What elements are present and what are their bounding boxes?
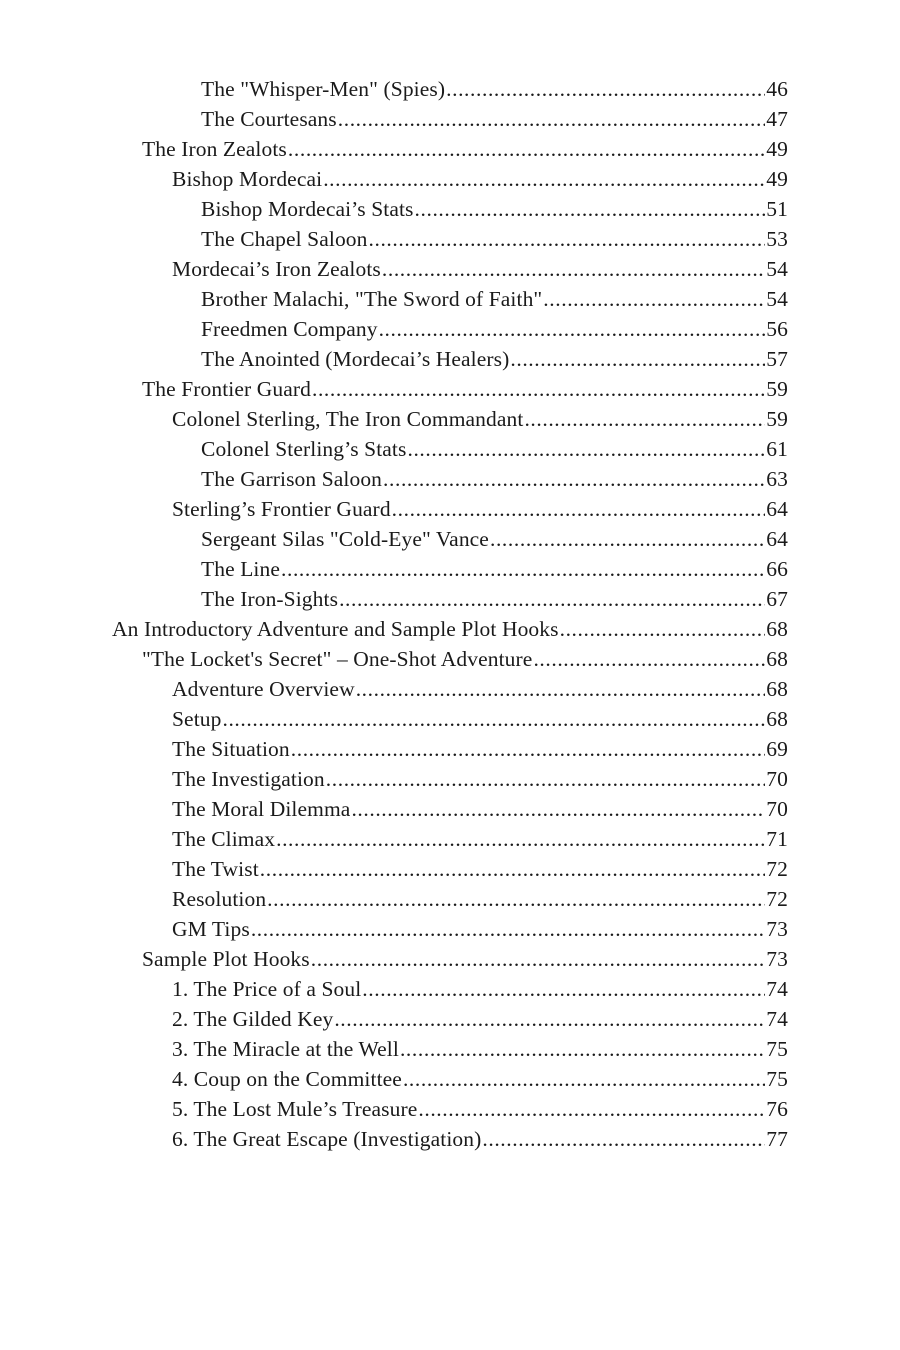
- dot-leader: [339, 584, 765, 614]
- toc-entry[interactable]: [0, 164, 788, 194]
- toc-entry-label: Setup: [172, 707, 222, 731]
- toc-entry-page-number: 47: [766, 107, 788, 131]
- toc-entry[interactable]: [0, 824, 788, 854]
- dot-leader: [291, 734, 766, 764]
- toc-entry-label: The Garrison Saloon: [201, 467, 383, 491]
- toc-entry-label: Colonel Sterling, The Iron Commandant: [172, 407, 524, 431]
- toc-entry-page-number: 72: [766, 887, 788, 911]
- toc-entry[interactable]: [0, 884, 788, 914]
- toc-entry-label: Brother Malachi, "The Sword of Faith": [201, 287, 543, 311]
- toc-entry[interactable]: [0, 224, 788, 254]
- toc-entry-label: Colonel Sterling’s Stats: [201, 437, 407, 461]
- toc-entry[interactable]: [0, 314, 788, 344]
- dot-leader: [446, 74, 765, 104]
- dot-leader: [403, 1064, 765, 1094]
- toc-entry[interactable]: [0, 614, 788, 644]
- toc-entry-label: Resolution: [172, 887, 267, 911]
- dot-leader: [326, 764, 766, 794]
- dot-leader: [222, 704, 765, 734]
- toc-entry-label: Adventure Overview: [172, 677, 355, 701]
- toc-entry-label: The Climax: [172, 827, 276, 851]
- dot-leader: [543, 284, 765, 314]
- toc-entry-label: The Frontier Guard: [142, 377, 311, 401]
- toc-entry[interactable]: [0, 434, 788, 464]
- toc-entry-page-number: 73: [766, 917, 788, 941]
- toc-entry-page-number: 54: [766, 287, 788, 311]
- dot-leader: [356, 674, 766, 704]
- dot-leader: [351, 794, 765, 824]
- toc-entry-label: GM Tips: [172, 917, 250, 941]
- toc-entry-label: The Chapel Saloon: [201, 227, 368, 251]
- toc-entry-page-number: 68: [766, 677, 788, 701]
- dot-leader: [392, 494, 766, 524]
- dot-leader: [251, 914, 765, 944]
- toc-entry-label: The Line: [201, 557, 280, 581]
- toc-entry-page-number: 59: [766, 377, 788, 401]
- toc-entry-page-number: 64: [766, 527, 788, 551]
- toc-entry-page-number: 70: [766, 767, 788, 791]
- toc-entry-page-number: 54: [766, 257, 788, 281]
- dot-leader: [407, 434, 765, 464]
- toc-entry-label: 2. The Gilded Key: [172, 1007, 334, 1031]
- toc-entry-page-number: 77: [766, 1127, 788, 1151]
- toc-entry[interactable]: [0, 464, 788, 494]
- toc-entry-page-number: 69: [766, 737, 788, 761]
- dot-leader: [510, 344, 765, 374]
- toc-entry[interactable]: [0, 284, 788, 314]
- toc-entry-page-number: 76: [766, 1097, 788, 1121]
- toc-entry-page-number: 72: [766, 857, 788, 881]
- toc-entry-page-number: 49: [766, 167, 788, 191]
- toc-entry[interactable]: [0, 194, 788, 224]
- toc-entry[interactable]: [0, 554, 788, 584]
- toc-entry[interactable]: [0, 854, 788, 884]
- toc-entry-page-number: 68: [766, 707, 788, 731]
- dot-leader: [334, 1004, 765, 1034]
- toc-entry[interactable]: [0, 1004, 788, 1034]
- toc-entry[interactable]: [0, 254, 788, 284]
- toc-entry[interactable]: [0, 794, 788, 824]
- dot-leader: [267, 884, 765, 914]
- dot-leader: [276, 824, 765, 854]
- toc-entry[interactable]: [0, 494, 788, 524]
- toc-entry-label: The Twist: [172, 857, 259, 881]
- toc-entry-page-number: 64: [766, 497, 788, 521]
- toc-entry[interactable]: [0, 974, 788, 1004]
- dot-leader: [415, 194, 766, 224]
- toc-entry-label: The Moral Dilemma: [172, 797, 351, 821]
- toc-entry-label: 4. Coup on the Committee: [172, 1067, 402, 1091]
- toc-entry[interactable]: [0, 1064, 788, 1094]
- dot-leader: [362, 974, 765, 1004]
- toc-entry[interactable]: [0, 1034, 788, 1064]
- toc-entry[interactable]: [0, 1094, 788, 1124]
- dot-leader: [400, 1034, 765, 1064]
- toc-entry-label: The Anointed (Mordecai’s Healers): [201, 347, 510, 371]
- dot-leader: [524, 404, 765, 434]
- toc-entry[interactable]: [0, 74, 788, 104]
- toc-entry[interactable]: [0, 104, 788, 134]
- toc-entry-label: 1. The Price of a Soul: [172, 977, 362, 1001]
- dot-leader: [418, 1094, 765, 1124]
- toc-entry-label: 5. The Lost Mule’s Treasure: [172, 1097, 418, 1121]
- toc-entry-label: Sterling’s Frontier Guard: [172, 497, 391, 521]
- toc-entry-label: The Situation: [172, 737, 290, 761]
- table-of-contents: [0, 74, 900, 1154]
- toc-entry-page-number: 57: [766, 347, 788, 371]
- toc-entry-page-number: 75: [766, 1067, 788, 1091]
- toc-entry[interactable]: [0, 404, 788, 434]
- dot-leader: [383, 464, 765, 494]
- toc-entry-label: Bishop Mordecai: [172, 167, 323, 191]
- dot-leader: [338, 104, 766, 134]
- dot-leader: [281, 554, 765, 584]
- toc-entry-page-number: 68: [766, 647, 788, 671]
- dot-leader: [482, 1124, 765, 1154]
- toc-entry-label: The Iron Zealots: [142, 137, 287, 161]
- toc-entry[interactable]: [0, 764, 788, 794]
- toc-entry-page-number: 61: [766, 437, 788, 461]
- dot-leader: [490, 524, 765, 554]
- toc-entry-page-number: 75: [766, 1037, 788, 1061]
- toc-entry[interactable]: [0, 374, 788, 404]
- toc-entry-label: 3. The Miracle at the Well: [172, 1037, 399, 1061]
- toc-entry[interactable]: [0, 944, 788, 974]
- toc-entry-label: Bishop Mordecai’s Stats: [201, 197, 414, 221]
- toc-entry-label: Sergeant Silas "Cold-Eye" Vance: [201, 527, 489, 551]
- toc-entry-page-number: 63: [766, 467, 788, 491]
- toc-entry-page-number: 66: [766, 557, 788, 581]
- toc-entry-page-number: 73: [766, 947, 788, 971]
- dot-leader: [382, 254, 765, 284]
- toc-entry[interactable]: [0, 914, 788, 944]
- dot-leader: [560, 614, 766, 644]
- toc-entry-page-number: 74: [766, 977, 788, 1001]
- dot-leader: [379, 314, 766, 344]
- toc-entry-page-number: 67: [766, 587, 788, 611]
- toc-entry[interactable]: [0, 644, 788, 674]
- dot-leader: [323, 164, 765, 194]
- toc-entry-label: The Courtesans: [201, 107, 337, 131]
- toc-entry-label: Mordecai’s Iron Zealots: [172, 257, 381, 281]
- toc-entry-page-number: 49: [766, 137, 788, 161]
- toc-entry-label: The "Whisper-Men" (Spies): [201, 77, 446, 101]
- toc-entry-label: Freedmen Company: [201, 317, 378, 341]
- dot-leader: [369, 224, 766, 254]
- toc-entry-label: "The Locket's Secret" – One-Shot Adventure: [142, 647, 533, 671]
- dot-leader: [311, 944, 766, 974]
- toc-entry-label: The Investigation: [172, 767, 325, 791]
- toc-entry[interactable]: [0, 524, 788, 554]
- dot-leader: [533, 644, 765, 674]
- toc-entry-page-number: 53: [766, 227, 788, 251]
- toc-entry-page-number: 68: [766, 617, 788, 641]
- toc-entry-page-number: 56: [766, 317, 788, 341]
- toc-entry[interactable]: [0, 674, 788, 704]
- toc-entry[interactable]: [0, 734, 788, 764]
- toc-entry-page-number: 51: [766, 197, 788, 221]
- toc-entry[interactable]: [0, 344, 788, 374]
- toc-entry-page-number: 59: [766, 407, 788, 431]
- toc-entry-label: The Iron-Sights: [201, 587, 339, 611]
- toc-entry-label: Sample Plot Hooks: [142, 947, 310, 971]
- toc-entry[interactable]: [0, 584, 788, 614]
- toc-entry[interactable]: [0, 704, 788, 734]
- toc-entry-label: An Introductory Adventure and Sample Plot Hooks: [112, 617, 559, 641]
- toc-entry-page-number: 46: [766, 77, 788, 101]
- toc-entry-page-number: 71: [766, 827, 788, 851]
- toc-entry-page-number: 74: [766, 1007, 788, 1031]
- dot-leader: [260, 854, 766, 884]
- dot-leader: [288, 134, 765, 164]
- toc-entry-page-number: 70: [766, 797, 788, 821]
- dot-leader: [312, 374, 765, 404]
- toc-entry[interactable]: [0, 1124, 788, 1154]
- toc-entry[interactable]: [0, 134, 788, 164]
- toc-entry-label: 6. The Great Escape (Investigation): [172, 1127, 482, 1151]
